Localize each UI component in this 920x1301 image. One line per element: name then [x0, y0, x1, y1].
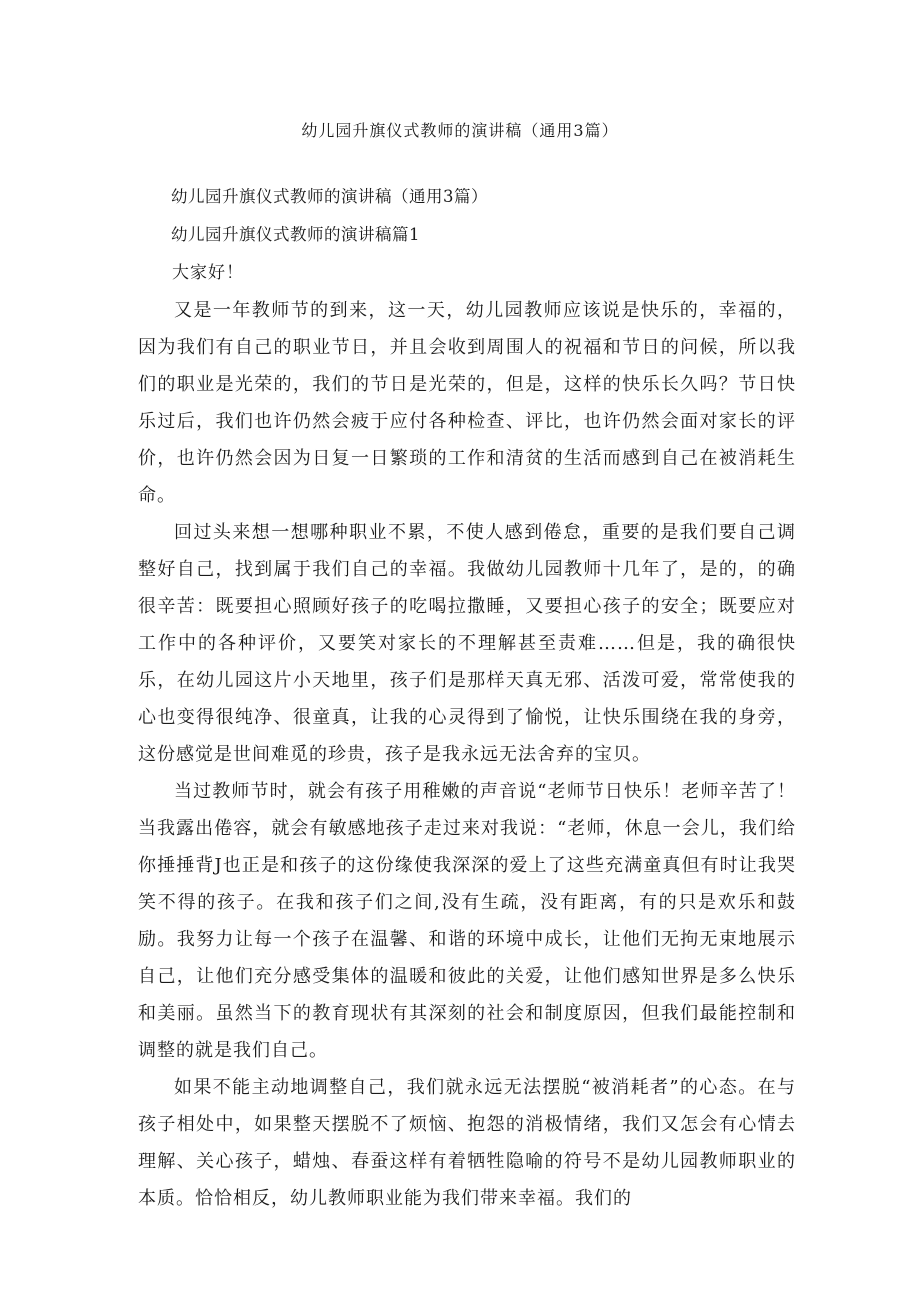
paragraph-4: 如果不能主动地调整自己，我们就永远无法摆脱“被消耗者”的心态。在与孩子相处中，如果整天摆脱不了烦恼、抱怨的消极情绪，我们又怎会有心情去理解、关心孩子，蜡烛、春蚕这样有着牺牲隐喻的符号不是幼儿园教师职业的本质。恰恰相反，幼儿教师职业能为我们带来幸福。我们的 — [138, 1077, 796, 1209]
greeting: 大家好！ — [172, 263, 244, 283]
paragraph-2: 回过头来想一想哪种职业不累，不使人感到倦怠，重要的是我们要自己调整好自己，找到属于我们自己的幸福。我做幼儿园教师十几年了，是的，的确很辛苦：既要担心照顾好孩子的吃喝拉撒睡，又要担心孩子的安全；既要应对工作中的各种评价，又要笑对家长的不理解甚至责难……但是，我的确很快乐，在幼儿园这片小天地里，孩子们是那样天真无邪、活泼可爱，常常使我的心也变得很纯净、很童真，让我的心灵得到了愉悦，让快乐围绕在我的身旁，这份感觉是世间难觅的珍贵，孩子是我永远无法舍弃的宝贝。 — [138, 522, 796, 765]
document-title: 幼儿园升旗仪式教师的演讲稿（通用3篇） — [301, 121, 619, 140]
paragraph-3: 当过教师节时，就会有孩子用稚嫩的声音说“老师节日快乐！老师辛苦了！当我露出倦容，就会有敏感地孩子走过来对我说：“老师，休息一会儿，我们给你捶捶背J也正是和孩子的这份缘使我深深的爱上了这些充满童真但有时让我哭笑不得的孩子。在我和孩子们之间,没有生疏，没有距离，有的只是欢乐和鼓励。我努力让每一个孩子在温馨、和谐的环境中成长，让他们无拘无束地展示自己，让他们充分感受集体的温暖和彼此的关爱，让他们感知世界是多么快乐和美丽。虽然当下的教育现状有其深刻的社会和制度原因，但我们最能控制和调整的就是我们自己。 — [138, 781, 796, 1061]
document-body — [138, 178, 796, 1217]
section-title: 幼儿园升旗仪式教师的演讲稿篇1 — [171, 225, 420, 244]
document-subtitle: 幼儿园升旗仪式教师的演讲稿（通用3篇） — [171, 187, 488, 206]
paragraph-1: 又是一年教师节的到来，这一天，幼儿园教师应该说是快乐的，幸福的，因为我们有自己的职业节日，并且会收到周围人的祝福和节日的问候，所以我们的职业是光荣的，我们的节日是光荣的，但是，这样的快乐长久吗？节日快乐过后，我们也许仍然会疲于应付各种检查、评比，也许仍然会面对家长的评价，也许仍然会因为日复一日繁琐的工作和清贫的生活而感到自己在被消耗生命。 — [138, 300, 796, 506]
